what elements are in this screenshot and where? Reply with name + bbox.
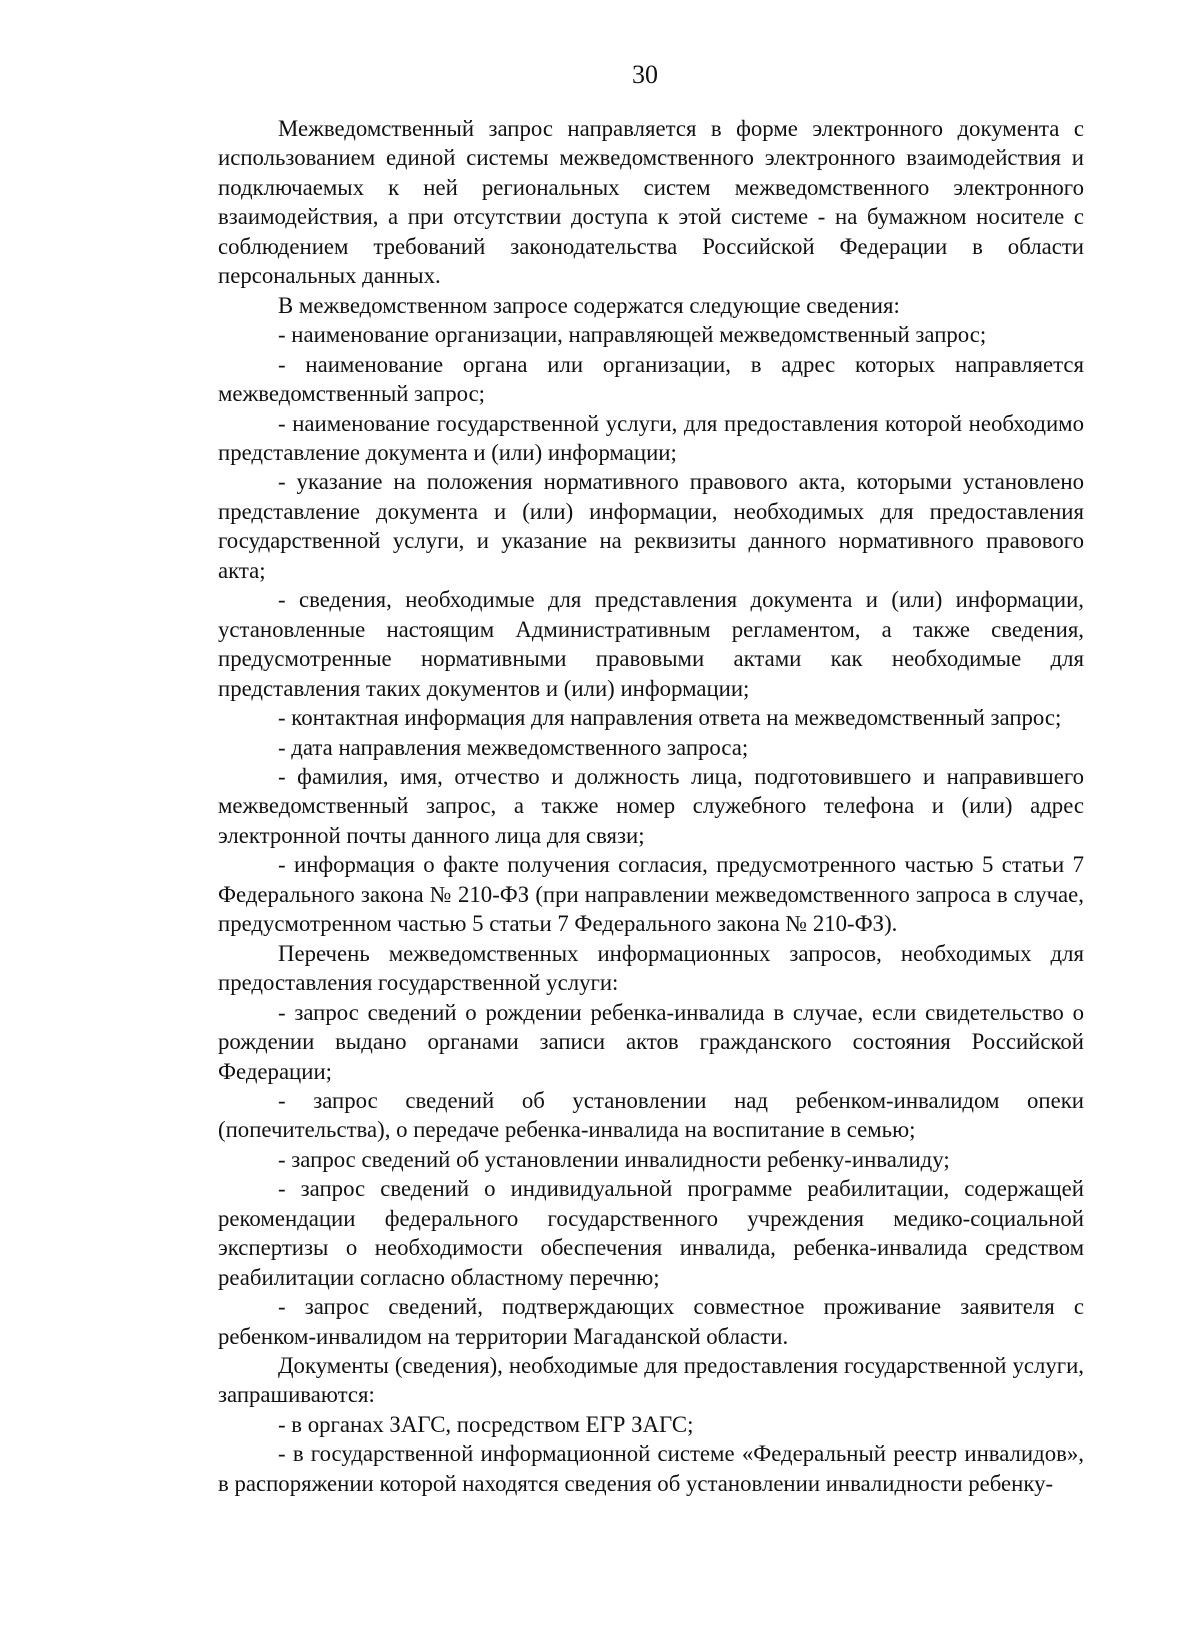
- list-item: - наименование органа или организации, в адрес которых направляется межведомственный запрос;: [218, 351, 1084, 407]
- paragraph: Документы (сведения), необходимые для предоставления государственной услуги, запрашиваются:: [218, 1353, 1084, 1408]
- list-item: - в государственной информационной системе «Федеральный реестр инвалидов», в распоряжении которой находятся сведения об установлении инвалидности ребенку-: [218, 1441, 1084, 1496]
- list-item: - запрос сведений о индивидуальной программе реабилитации, содержащей рекомендации федерального государственного учреждения медико-социальной экспертизы о необходимости обеспечения инвалида, ребенка-инвалида средством реабилитации согласно областному перечню;: [218, 1176, 1084, 1290]
- list-item: - информация о факте получения согласия, предусмотренного частью 5 статьи 7 Федерального закона № 210-ФЗ (при направлении межведомственного запроса в случае, предусмотренном частью 5 статьи 7 Федерального закона № 210-ФЗ).: [218, 852, 1084, 937]
- paragraph: В межведомственном запросе содержатся следующие сведения:: [278, 292, 900, 318]
- list-item: - наименование государственной услуги, для предоставления которой необходимо представление документа и (или) информации;: [218, 410, 1084, 465]
- paragraph: Перечень межведомственных информационных запросов, необходимых для предоставления государственной услуги:: [218, 940, 1084, 996]
- list-item: - запрос сведений об установлении инвалидности ребенку-инвалиду;: [278, 1146, 950, 1172]
- list-item: - фамилия, имя, отчество и должность лица, подготовившего и направившего межведомственный запрос, а также номер служебного телефона и (или) адрес электронной почты данного лица для связи;: [218, 763, 1084, 848]
- list-item: - наименование организации, направляющей межведомственный запрос;: [278, 322, 987, 348]
- paragraph: Межведомственный запрос направляется в форме электронного документа с использованием единой системы межведомственного электронного взаимодействия и подключаемых к ней региональных систем межведомственного электронного взаимодействия, а при отсутствии доступа к этой системе - на бумажном носителе с соблюдением требований законодательства Российской Федерации в области персональных данных.: [218, 116, 1084, 289]
- list-item: - указание на положения нормативного правового акта, которыми установлено представление документа и (или) информации, необходимых для предоставления государственной услуги, и указание на реквизиты данного нормативного правового акта;: [218, 469, 1084, 583]
- page-number: 30: [632, 60, 658, 89]
- list-item: - запрос сведений о рождении ребенка-инвалида в случае, если свидетельство о рождении выдано органами записи актов гражданского состояния Российской Федерации;: [218, 999, 1084, 1084]
- list-item: - сведения, необходимые для представления документа и (или) информации, установленные настоящим Административным регламентом, а также сведения, предусмотренные нормативными правовыми актами как необходимые для представления таких документов и (или) информации;: [218, 587, 1084, 701]
- list-item: - запрос сведений, подтверждающих совместное проживание заявителя с ребенком-инвалидом на территории Магаданской области.: [218, 1294, 1084, 1349]
- list-item: - дата направления межведомственного запроса;: [278, 734, 749, 760]
- list-item: - запрос сведений об установлении над ребенком-инвалидом опеки (попечительства), о передаче ребенка-инвалида на воспитание в семью;: [218, 1087, 1084, 1143]
- list-item: - в органах ЗАГС, посредством ЕГР ЗАГС;: [278, 1411, 694, 1437]
- list-item: - контактная информация для направления ответа на межведомственный запрос;: [278, 705, 1062, 731]
- document-body: [218, 114, 1084, 1498]
